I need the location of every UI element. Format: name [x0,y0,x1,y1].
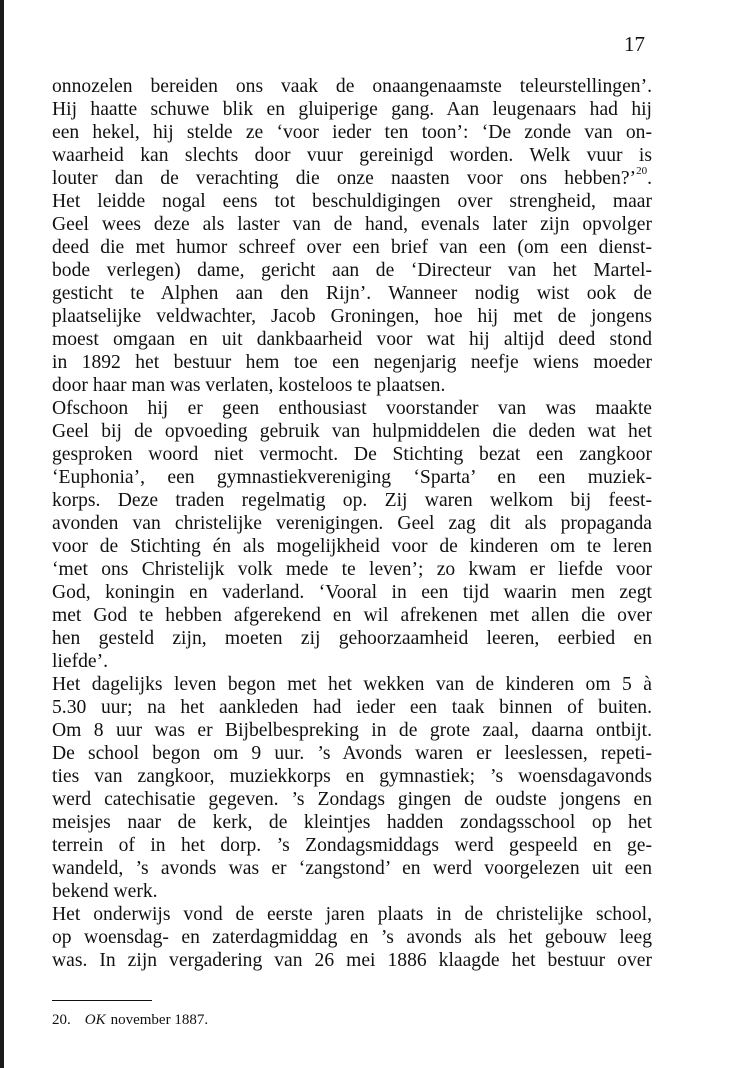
footnote-source: OK [84,1012,106,1028]
text-line: waarheid kan slechts door vuur gereinigd worden. Welk vuur is [52,145,652,166]
text-line: meisjes naar de kerk, de kleintjes hadden zondagsschool op het [52,812,652,833]
text-line: ties van zangkoor, muziekkorps en gymnastiek; ’s woensdagavonds [52,766,652,787]
text-line-content: louter dan de verachting die onze naasten voor ons hebben?’ [52,168,637,189]
text-line: Het dagelijks leven begon met het wekken van de kinderen om 5 à [52,674,652,695]
text-line: voor de Stichting én als mogelijkheid voor de kinderen om te leren [52,536,652,557]
text-line: door haar man was verlaten, kosteloos te plaatsen. [52,375,446,396]
text-line: 5.30 uur; na het aankleden had ieder een taak binnen of buiten. [52,697,652,718]
text-line: werd catechisatie gegeven. ’s Zondags gingen de oudste jongens en [52,789,652,810]
text-line: terrein of in het dorp. ’s Zondagsmiddags werd gespeeld en ge- [52,835,652,856]
scan-edge [0,0,4,1068]
footnote-reference: 20 [636,165,648,178]
footnote [52,1010,208,1030]
text-line: Geel wees deze als laster van de hand, evenals later zijn opvolger [52,214,652,235]
text-line: Hij haatte schuwe blik en gluiperige gang. Aan leugenaars had hij [52,99,652,120]
text-line: Het onderwijs vond de eerste jaren plaats in de christelijke school, [52,904,652,925]
text-line: gesticht te Alphen aan den Rijn’. Wanneer nodig wist ook de [52,283,652,304]
text-line: wandeld, ’s avonds was er ‘zangstond’ en werd voorgelezen uit een [52,858,652,879]
text-line: gesproken woord niet vermocht. De Stichting bezat een zangkoor [52,444,652,465]
text-line: onnozelen bereiden ons vaak de onaangenaamste teleurstellingen’. [52,76,652,97]
text-line: korps. Deze traden regelmatig op. Zij waren welkom bij feest- [52,490,652,511]
text-line: Om 8 uur was er Bijbelbespreking in de grote zaal, daarna ontbijt. [52,720,652,741]
text-line: was. In zijn vergadering van 26 mei 1886 klaagde het bestuur over [52,950,652,971]
text-line: op woensdag- en zaterdagmiddag en ’s avonds als het gebouw leeg [52,927,652,948]
text-line: ‘met ons Christelijk volk mede te leven’; zo kwam er liefde voor [52,559,652,580]
body-text [52,75,652,972]
footnote-text: november 1887. [110,1012,209,1028]
text-line-tail: . [647,168,652,189]
text-line: avonden van christelijke verenigingen. Geel zag dit als propaganda [52,513,652,534]
text-line: liefde’. [52,651,109,672]
text-line: Het leidde nogal eens tot beschuldigingen over strengheid, maar [52,191,652,212]
text-line: Geel bij de opvoeding gebruik van hulpmiddelen die deden wat het [52,421,652,442]
text-line: plaatselijke veldwachter, Jacob Groningen, hoe hij met de jongens [52,306,652,327]
text-line: in 1892 het bestuur hem toe een negenjarig neefje wiens moeder [52,352,652,373]
text-line: Ofschoon hij er geen enthousiast voorstander van was maakte [52,398,652,419]
text-line: bode verlegen) dame, gericht aan de ‘Directeur van het Martel- [52,260,652,281]
text-line: deed die met humor schreef over een brief van een (om een dienst- [52,237,652,258]
footnote-number: 20. [52,1012,71,1028]
text-line: ‘Euphonia’, een gymnastiekvereniging ‘Sparta’ en een muziek- [52,467,652,488]
text-line: met God te hebben afgerekend en wil afrekenen met allen die over [52,605,652,626]
footnote-rule [52,1000,152,1001]
text-line-with-footnote-ref [52,167,652,190]
text-line: moest omgaan en uit dankbaarheid voor wat hij altijd deed stond [52,329,652,350]
text-line: een hekel, hij stelde ze ‘voor ieder ten toon’: ‘De zonde van on- [52,122,652,143]
text-line: hen gesteld zijn, moeten zij gehoorzaamheid leeren, eerbied en [52,628,652,649]
page-number: 17 [624,32,645,56]
text-line: De school begon om 9 uur. ’s Avonds waren er leeslessen, repeti- [52,743,652,764]
text-line: bekend werk. [52,881,158,902]
text-line: God, koningin en vaderland. ‘Vooral in een tijd waarin men zegt [52,582,652,603]
